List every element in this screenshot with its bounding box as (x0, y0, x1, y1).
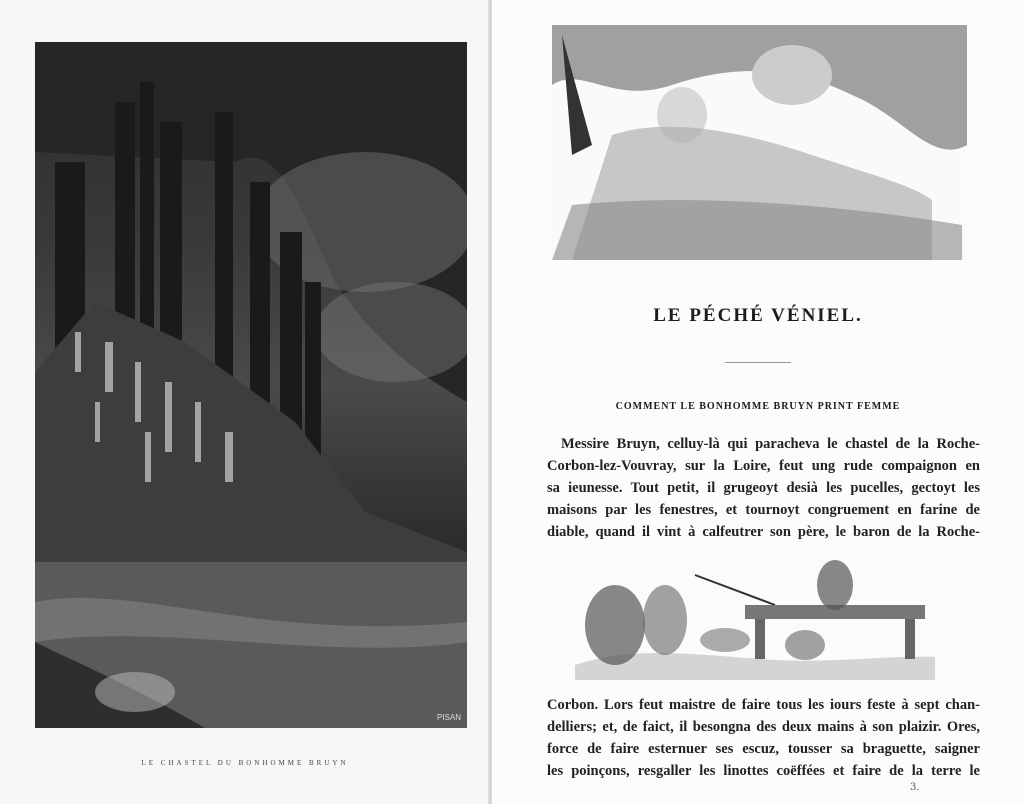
title-rule (725, 362, 791, 363)
page-number: 3. (910, 782, 920, 793)
chapter-subtitle: COMMENT LE BONHOMME BRUYN PRINT FEMME (615, 401, 901, 412)
text-line: delliers; et, de faict, il besongna des deux mains à son plaizir. Ores, (547, 719, 980, 735)
header-vignette-illustration (552, 25, 967, 260)
text-line: Corbon-lez-Vouvray, sur la Loire, feut ung rude compaignon en (547, 458, 980, 474)
text-line: les poinçons, resgaller les linottes coëffées et faire de la terre le (547, 763, 980, 779)
castle-illustration (35, 42, 467, 728)
text-line: force de faire esternuer ses escuz, tousser sa braguette, saigner (547, 741, 980, 757)
plate-signature: PISAN (436, 713, 461, 722)
chapter-title: LE PÉCHÉ VÉNIEL. (653, 305, 863, 326)
text-line: Corbon. Lors feut maistre de faire tous les iours feste à sept chan- (547, 697, 980, 713)
text-line: sa ieunesse. Tout petit, il grugeoyt desià les pucelles, gectoyt les (547, 480, 980, 496)
right-page (492, 0, 1024, 804)
inline-vignette-illustration (575, 545, 935, 680)
text-line: Messire Bruyn, celluy-là qui paracheva le chastel de la Roche- (561, 436, 980, 452)
text-line: maisons par les fenestres, et tournoyt congruement en farine de (547, 502, 980, 518)
castle-engraving (35, 42, 467, 728)
paragraph-2 (547, 694, 980, 782)
text-line: diable, quand il vint à calfeutrer son père, le baron de la Roche- (547, 524, 980, 540)
plate-caption: LE CHASTEL DU BONHOMME BRUYN (141, 759, 349, 767)
left-page (0, 0, 490, 804)
paragraph-1 (547, 433, 980, 543)
